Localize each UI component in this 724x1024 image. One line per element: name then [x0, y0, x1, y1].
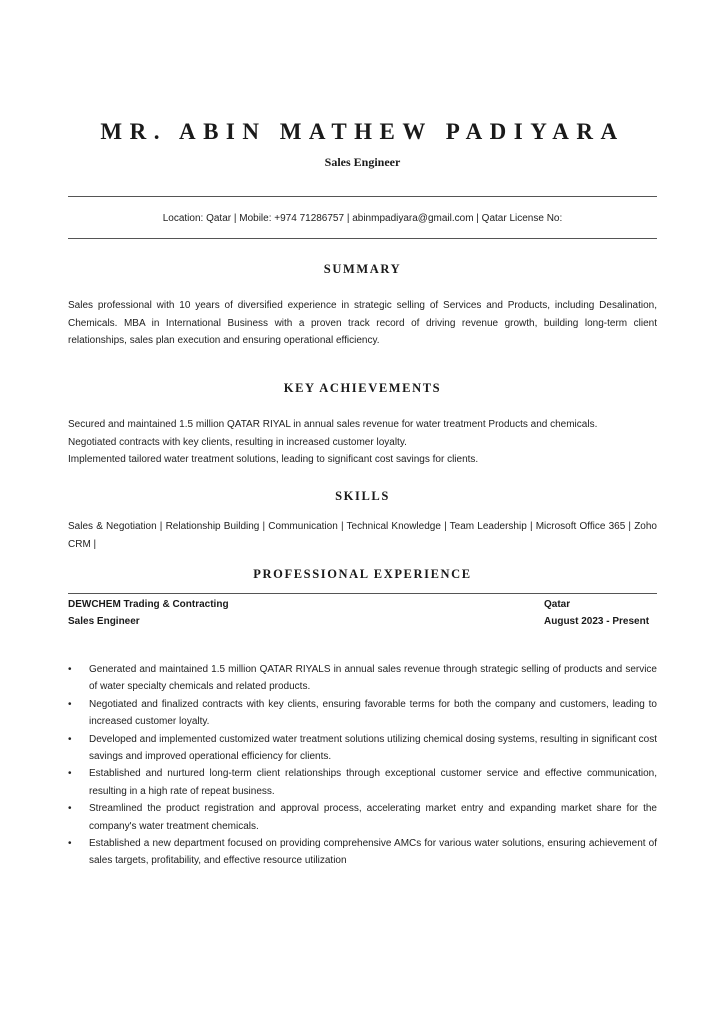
job-location: Qatar: [544, 599, 571, 610]
job-bullet-text: Streamlined the product registration and approval process, accelerating market entry and expanding market share for the company's water treatment chemicals.: [89, 803, 657, 832]
job-company-row: [68, 599, 657, 610]
list-item: [68, 800, 657, 835]
job-bullet-text: Established a new department focused on providing comprehensive AMCs for various water solutions, ensuring achievement of sales targets, profitability, and effective resource utilization: [89, 838, 657, 867]
summary-heading: SUMMARY: [323, 262, 402, 276]
experience-divider: [68, 593, 657, 594]
bullet-icon: •: [68, 733, 72, 745]
achievement-item: Negotiated contracts with key clients, resulting in increased customer loyalty.: [68, 436, 407, 448]
job-role: Sales Engineer: [68, 616, 140, 627]
list-item: [68, 835, 657, 870]
job-dates: August 2023 - Present: [544, 616, 650, 627]
bullet-icon: •: [68, 664, 72, 675]
achievement-item: Secured and maintained 1.5 million QATAR RIYAL in annual sales revenue for water treatment Products and chemicals.: [68, 419, 598, 430]
achievements-heading: KEY ACHIEVEMENTS: [283, 381, 442, 395]
candidate-name: MR. ABIN MATHEW PADIYARA: [100, 119, 625, 144]
bullet-icon: •: [68, 698, 72, 710]
job-role-row: [68, 616, 657, 627]
divider-top: [68, 196, 657, 197]
list-item: [68, 696, 657, 731]
job-bullet-text: Negotiated and finalized contracts with key clients, ensuring favorable terms for both the company and customers, leading to increased customer loyalty.: [89, 698, 657, 728]
skills-text: Sales & Negotiation | Relationship Building | Communication | Technical Knowledge | Team Leadership | Microsoft Office 365 | Zoho CRM |: [68, 521, 657, 550]
list-item: [68, 661, 657, 696]
job-company: DEWCHEM Trading & Contracting: [68, 599, 229, 610]
job-bullet-text: Developed and implemented customized water treatment solutions utilizing chemical dosing systems, resulting in significant cost savings and improved operational efficiency for clients.: [89, 733, 657, 763]
contact-line: Location: Qatar | Mobile: +974 71286757 | abinmpadiyara@gmail.com | Qatar License No:: [162, 213, 563, 224]
list-item: [68, 765, 657, 800]
achievements-list: [68, 416, 657, 469]
list-item: [68, 731, 657, 766]
job-bullet-text: Generated and maintained 1.5 million QATAR RIYALS in annual sales revenue through strategic selling of products and service of water specialty chemicals and related products.: [89, 664, 657, 693]
divider-bottom: [68, 238, 657, 239]
job-bullet-text: Established and nurtured long-term client relationships through exceptional customer service and effective communication, resulting in a high rate of repeat business.: [89, 768, 657, 797]
bullet-icon: •: [68, 768, 72, 780]
summary-text: Sales professional with 10 years of diversified experience in strategic selling of Services and Products, including Desalination, Chemicals. MBA in International Business with a proven track record of driving revenue growth, building long-term client relationships, sales plan execution and ensuring operational efficiency.: [68, 300, 657, 346]
candidate-title: Sales Engineer: [324, 155, 401, 169]
achievement-item: Implemented tailored water treatment solutions, leading to significant cost savings for clients.: [68, 454, 479, 465]
skills-heading: SKILLS: [335, 489, 390, 503]
experience-heading: PROFESSIONAL EXPERIENCE: [253, 567, 472, 581]
job-bullet-list: [68, 661, 657, 870]
bullet-icon: •: [68, 803, 72, 815]
bullet-icon: •: [68, 838, 72, 850]
